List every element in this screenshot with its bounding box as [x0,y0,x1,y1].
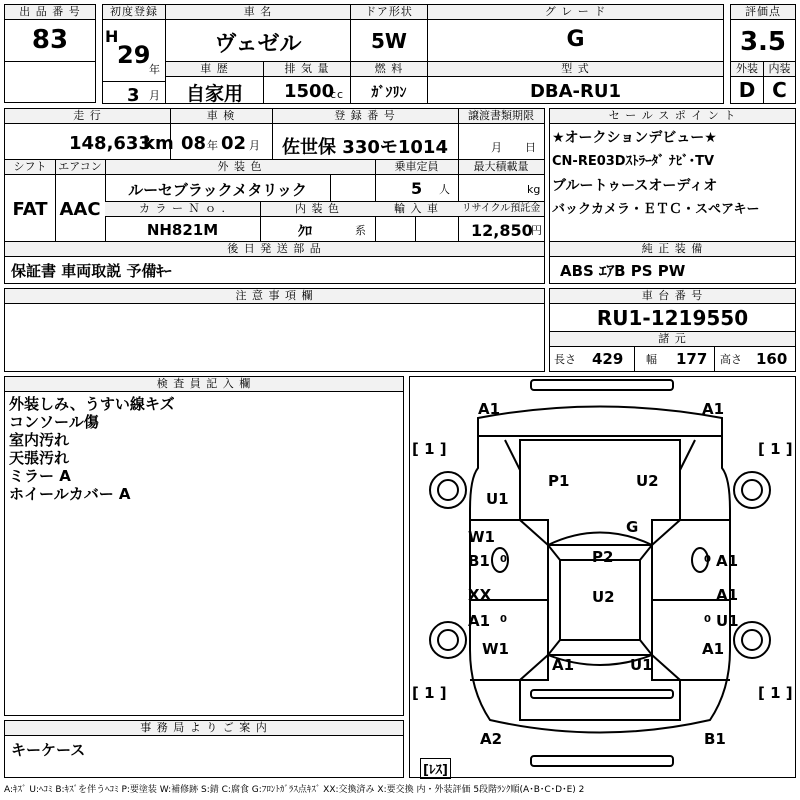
spare-label: [ﾚｽ] [420,758,451,779]
mark-hood-p1: P1 [548,472,570,490]
chassis-label: 車 台 番 号 [550,289,795,304]
inspector-note-4: 天張汚れ [9,449,70,467]
interior-color: ｸﾛ [298,224,312,240]
ac: AAC [59,199,101,220]
inspector-note-3: 室内汚れ [9,431,70,449]
car-name-label: 車 名 [166,5,350,20]
reg-year: 29 [117,41,151,69]
mark-left-xx: XX [468,586,492,604]
inspector-note-5: ミラー A [9,467,71,485]
displacement-label: 排 気 量 [264,62,350,77]
color-no-label: カ ラ ー Ｎ ｏ . [105,202,260,217]
mark-hood-u2: U2 [636,472,659,490]
transfer-day-unit: 日 [525,141,537,154]
inspection-month-unit: 月 [249,139,261,152]
tire-rr-label: [ 1 ] [758,684,793,702]
sales-point-4: バックカメラ・ＥＴＣ・スペアキー [552,202,760,217]
later-parts-label: 後 日 発 送 部 品 [5,242,544,257]
inspector-note-1: 外装しみ、うすい線キズ [9,395,175,413]
mark-rear-a2: A2 [480,730,503,748]
fuel-label: 燃 料 [351,62,427,77]
grade: G [566,27,585,52]
length: 429 [592,350,624,368]
later-parts: 保証書 車両取説 予備ｷｰ [11,262,172,280]
shift-label: シフト [5,160,55,175]
car-name: ヴェゼル [214,32,302,57]
office-label: 事 務 局 よ り ご 案 内 [5,721,403,736]
year-unit: 年 [149,63,161,76]
exterior-grade: D [738,78,756,102]
mark-left-b1: B1 [468,552,490,570]
recycle-label: リサイクル預託金 [458,202,544,217]
load-unit: kg [527,183,541,196]
mark-trunk-u1: U1 [630,656,653,674]
mileage-label: 走 行 [5,109,170,124]
mark-zero-2: 0 [500,614,507,625]
mark-front-left: A1 [478,400,501,418]
legend: A:ｷｽﾞ U:ﾍｺﾐ B:ｷｽﾞを伴うﾍｺﾐ P:要塗装 W:補修跡 S:錆 C:腐食 G:ﾌﾛﾝﾄｶﾞﾗｽ点ｷｽﾞ XX:交換済み X:要交換 内・外装評価 5段階ﾗﾝｸ順(A･B･C･D･E) 2 [4,785,585,795]
reg-month: 3 [127,85,140,106]
inspection-month: 02 [221,133,247,154]
grade-label: グ レ ー ド [428,5,723,20]
recycle-unit: 円 [531,224,542,237]
month-unit: 月 [149,89,161,102]
sales-point-1: ★オークションデビュー★ [552,130,717,146]
mark-zero-3: 0 [704,554,711,565]
transfer-month-unit: 月 [491,141,503,154]
int-color-label: 内 装 色 [260,202,375,217]
lot-number: 83 [31,25,69,55]
length-label: 長さ [554,353,576,366]
tire-rl-label: [ 1 ] [412,684,447,702]
mark-roof-u2: U2 [592,588,615,606]
era-mark: H [105,27,119,46]
equipment: ABS ｴｱB PS PW [560,262,686,280]
tire-fr-label: [ 1 ] [758,440,793,458]
exterior-color: ルーセブラックメタリック [128,181,307,199]
width: 177 [676,350,708,368]
height: 160 [756,350,788,368]
lot-number-label: 出 品 番 号 [5,5,95,20]
capacity: 5 [411,179,423,198]
color-label: 外 装 色 [105,160,375,175]
sales-point-2: CN-RE03Dｽﾄﾗｰﾀﾞ ﾅﾋﾞ･TV [552,154,715,169]
exterior-label: 外装 [731,62,763,77]
sales-points-label: セ ー ル ス ポ イ ン ト [550,109,795,124]
fuel: ｶﾞｿﾘﾝ [371,85,407,101]
capacity-unit: 人 [439,183,451,196]
height-label: 高さ [720,353,742,366]
transfer-label: 譲渡書類期限 [458,109,544,124]
displacement-unit: cc [330,88,345,101]
dims-label: 諸 元 [550,331,795,347]
capacity-label: 乗車定員 [375,160,458,175]
inspector-note-6: ホイールカバー A [9,485,131,503]
model-code: DBA-RU1 [529,81,622,102]
mark-right-a1a: A1 [716,552,739,570]
mark-zero-4: 0 [704,614,711,625]
color-number: NH821M [146,221,219,239]
first-reg-label: 初度登録 [103,5,165,20]
mileage: 148,633 [69,133,151,154]
history: 自家用 [185,83,243,105]
tire-fl-label: [ 1 ] [412,440,447,458]
door-label: ドア形状 [351,5,427,20]
sales-point-3: ブルートゥースオーディオ [552,178,718,194]
interior-label: 内装 [764,62,795,77]
equipment-label: 純 正 装 備 [550,242,795,257]
model-label: 型 式 [428,62,723,77]
mark-left-w1b: W1 [482,640,509,658]
mark-right-u1: U1 [716,612,739,630]
office-note: キーケース [11,741,86,759]
mark-trunk-a1: A1 [552,656,575,674]
shift: FAT [12,199,48,220]
mark-front-right: A1 [702,400,725,418]
chassis-number: RU1-1219550 [596,306,749,330]
mark-roof-p2: P2 [592,548,614,566]
displacement: 1500 [284,81,335,102]
interior-grade: C [772,78,787,102]
plate-number: 佐世保 330モ1014 [282,137,448,158]
mileage-unit: km [143,133,174,154]
recycle-fee: 12,850 [471,221,533,240]
mark-right-a1c: A1 [702,640,725,658]
import-label: 輸 入 車 [375,202,458,217]
mark-right-a1b: A1 [716,586,739,604]
inspection-year-unit: 年 [207,139,219,152]
score: 3.5 [739,27,787,57]
mark-left-w1: W1 [468,528,495,546]
width-label: 幅 [646,353,658,366]
inspection-label: 車 検 [170,109,272,124]
mark-left-a1: A1 [468,612,491,630]
inspection-year: 08 [181,133,207,154]
mark-zero-1: 0 [500,554,507,565]
door-type: 5W [371,29,407,53]
mark-rear-b1: B1 [704,730,726,748]
plate-label: 登 録 番 号 [272,109,458,124]
history-label: 車 歴 [166,62,263,77]
inspector-note-2: コンソール傷 [9,413,99,431]
ac-label: エアコン [55,160,105,175]
score-label: 評価点 [731,5,795,20]
mark-glass-g: G [626,518,639,536]
load-label: 最大積載量 [458,160,544,175]
interior-color-unit: 系 [355,224,367,237]
inspector-label: 検 査 員 記 入 欄 [5,377,403,392]
mark-fender-u1: U1 [486,490,509,508]
caution-label: 注 意 事 項 欄 [5,289,544,304]
